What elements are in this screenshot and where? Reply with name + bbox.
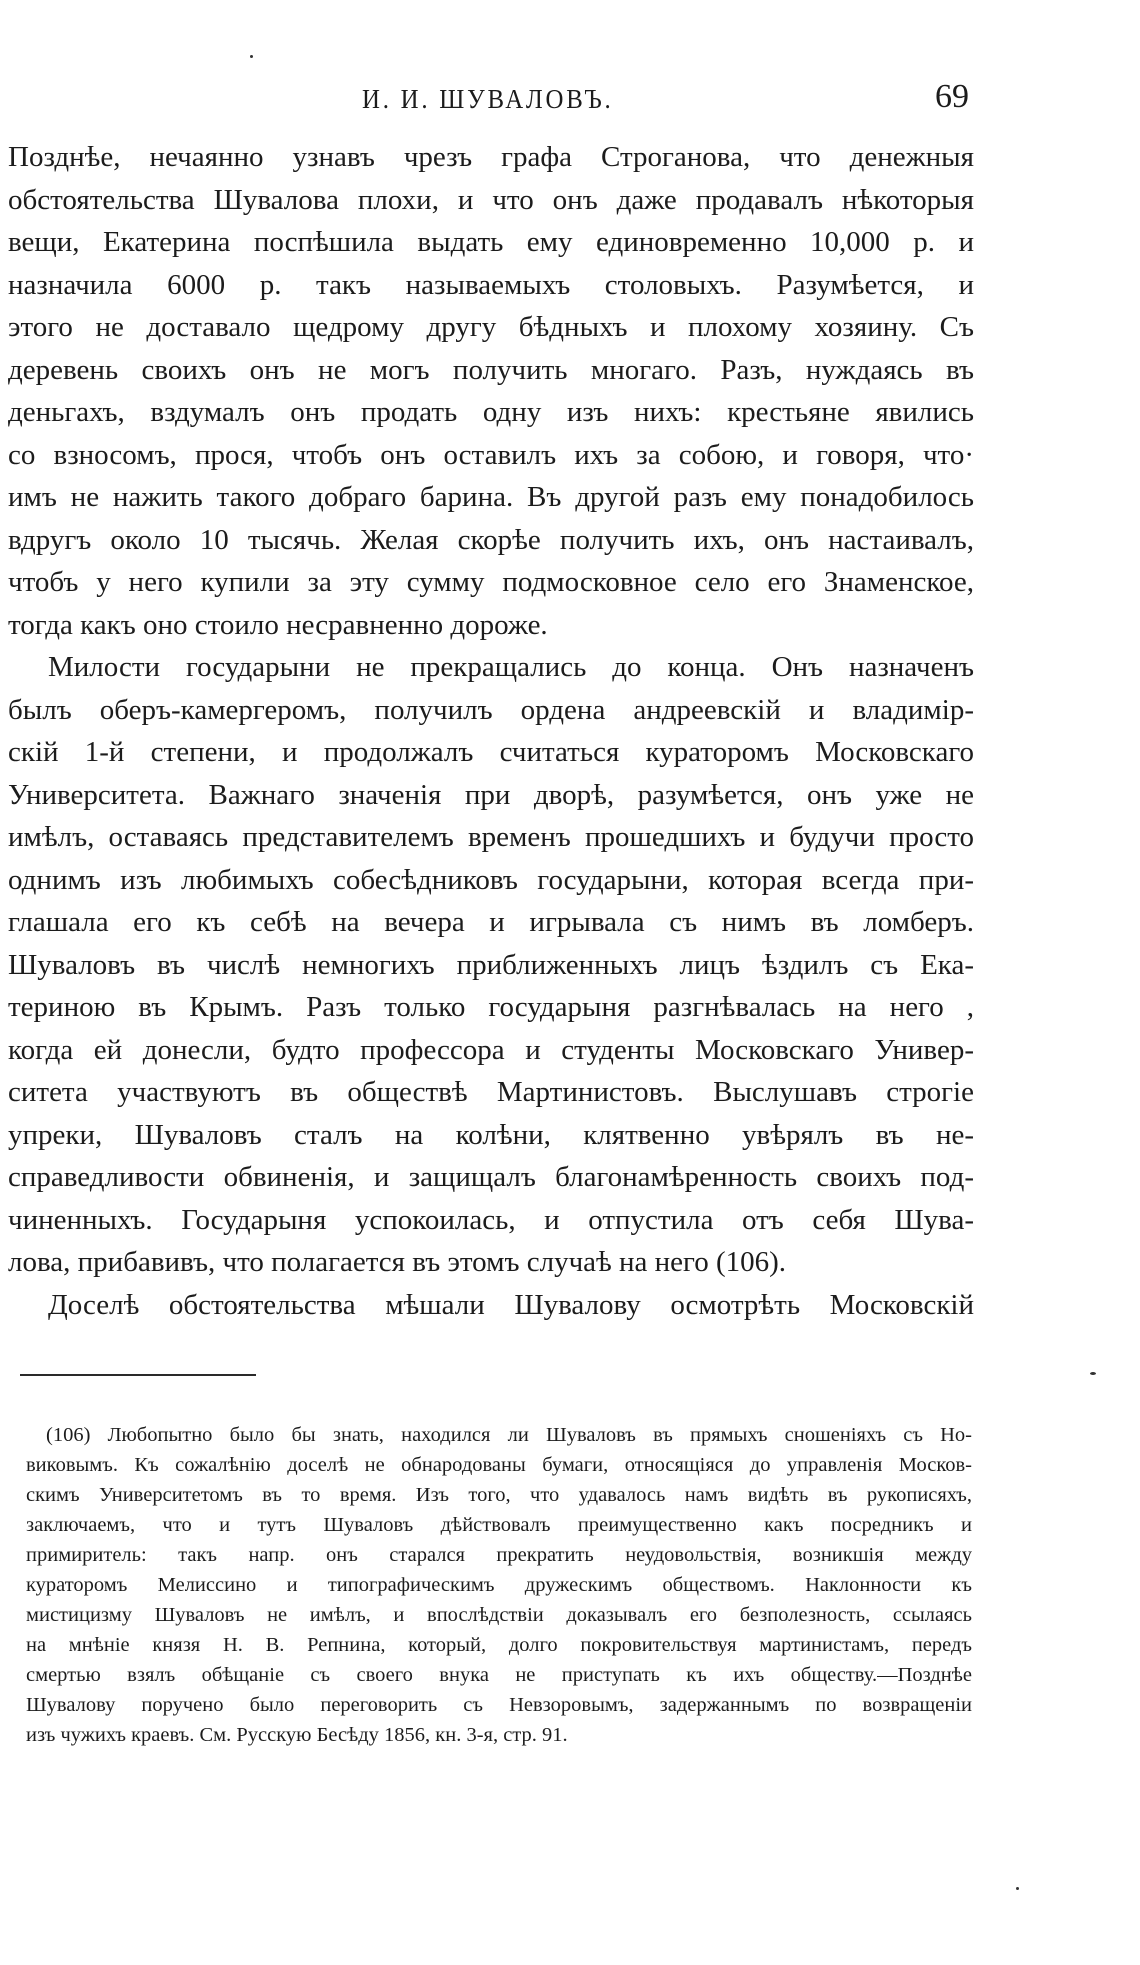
- page-header: [0, 78, 1140, 124]
- text-line: справедливости обвиненія, и защищалъ благонамѣренность своихъ под-: [8, 1161, 974, 1193]
- page-number: 69: [935, 78, 969, 115]
- text-line: Доселѣ обстоятельства мѣшали Шувалову осмотрѣть Московскій: [48, 1288, 974, 1321]
- text-line: вещи, Екатерина поспѣшила выдать ему единовременно 10,000 р. и: [8, 226, 974, 258]
- text-line: чиненныхъ. Государыня успокоилась, и отпустила отъ себя Шува-: [8, 1203, 974, 1236]
- print-speck: [1090, 1372, 1096, 1375]
- text-line: Шуваловъ въ числѣ немногихъ приближенныхъ лицъ ѣздилъ съ Ека-: [8, 948, 974, 981]
- text-line: назначила 6000 р. такъ называемыхъ столовыхъ. Разумѣется, и: [8, 268, 974, 301]
- footnote-line: смертью взялъ обѣщаніе съ своего внука не приступать къ ихъ обществу.—Позднѣе: [26, 1664, 972, 1686]
- text-line: былъ оберъ-камергеромъ, получилъ ордена андреевскій и владимір-: [8, 693, 974, 726]
- footnote: [26, 1420, 972, 1750]
- text-line: деревень своихъ онъ не могъ получить многаго. Разъ, нуждаясь въ: [8, 353, 974, 386]
- footnote-line: кураторомъ Мелиссино и типографическимъ дружескимъ обществомъ. Наклонности къ: [26, 1574, 972, 1596]
- text-line: обстоятельства Шувалова плохи, и что онъ даже продавалъ нѣкоторыя: [8, 183, 974, 216]
- text-line: этого не доставало щедрому другу бѣдныхъ и плохому хозяину. Съ: [8, 311, 974, 343]
- footnote-line: заключаемъ, что и тутъ Шуваловъ дѣйствовалъ преимущественно какъ посредникъ и: [26, 1514, 972, 1536]
- text-line: тогда какъ оно стоило несравненно дороже.: [8, 608, 548, 641]
- text-line: ситета участвуютъ въ обществѣ Мартинистовъ. Выслушавъ строгіе: [8, 1076, 974, 1108]
- text-line: лова, прибавивъ, что полагается въ этомъ случаѣ на него (106).: [8, 1246, 787, 1278]
- footnote-line: мистицизму Шуваловъ не имѣлъ, и впослѣдствіи доказывалъ его безполезность, ссылаясь: [26, 1604, 972, 1626]
- text-line: Университета. Важнаго значенія при дворѣ, разумѣется, онъ уже не: [8, 778, 974, 811]
- main-text: [8, 136, 974, 1326]
- text-line: вдругъ около 10 тысячь. Желая скорѣе получить ихъ, онъ настаивалъ,: [8, 523, 974, 556]
- footnote-line: на мнѣніе князя Н. В. Репнина, который, долго покровительствуя мартинистамъ, передъ: [26, 1634, 972, 1656]
- text-line: имѣлъ, оставаясь представителемъ временъ прошедшихъ и будучи просто: [8, 821, 974, 853]
- footnote-separator: [20, 1374, 256, 1376]
- footnote-line: (106) Любопытно было бы знать, находился ли Шуваловъ въ прямыхъ сношеніяхъ съ Но-: [46, 1424, 972, 1446]
- text-line: со взносомъ, прося, чтобъ онъ оставилъ ихъ за собою, и говоря, что·: [8, 438, 974, 471]
- print-speck: [1016, 1887, 1019, 1890]
- text-line: скій 1-й степени, и продолжалъ считаться кураторомъ Московскаго: [8, 736, 974, 768]
- text-line: Милости государыни не прекращались до конца. Онъ назначенъ: [48, 651, 974, 683]
- footnote-line: Шувалову поручено было переговорить съ Невзоровымъ, задержаннымъ по возвращеніи: [26, 1694, 972, 1716]
- text-line: чтобъ у него купили за эту сумму подмосковное село его Знаменское,: [8, 566, 974, 598]
- text-line: однимъ изъ любимыхъ собесѣдниковъ государыни, которая всегда при-: [8, 863, 974, 896]
- text-line: Позднѣе, нечаянно узнавъ чрезъ графа Строганова, что денежныя: [8, 141, 974, 173]
- text-line: упреки, Шуваловъ сталъ на колѣни, клятвенно увѣрялъ въ не-: [8, 1118, 974, 1151]
- footnote-line: виковымъ. Къ сожалѣнію доселѣ не обнародованы бумаги, относящіяся до управленія Москов-: [26, 1454, 972, 1476]
- text-line: деньгахъ, вздумалъ онъ продать одну изъ нихъ: крестьяне явились: [8, 396, 974, 428]
- footnote-line: изъ чужихъ краевъ. См. Русскую Бесѣду 1856, кн. 3-я, стр. 91.: [26, 1724, 568, 1746]
- text-line: когда ей донесли, будто профессора и студенты Московскаго Универ-: [8, 1033, 974, 1066]
- text-line: глашала его къ себѣ на вечера и игрывала съ нимъ въ ломберъ.: [8, 906, 974, 938]
- running-title: И. И. ШУВАЛОВЪ.: [362, 84, 614, 114]
- footnote-line: скимъ Университетомъ въ то время. Изъ того, что удавалось намъ видѣть въ рукописяхъ,: [26, 1484, 972, 1506]
- text-line: териною въ Крымъ. Разъ только государыня разгнѣвалась на него ,: [8, 991, 974, 1023]
- text-line: имъ не нажить такого добраго барина. Въ другой разъ ему понадобилось: [8, 481, 974, 513]
- footnote-line: примиритель: такъ напр. онъ старался прекратить неудовольствія, возникшія между: [26, 1544, 972, 1566]
- print-speck: [250, 55, 253, 58]
